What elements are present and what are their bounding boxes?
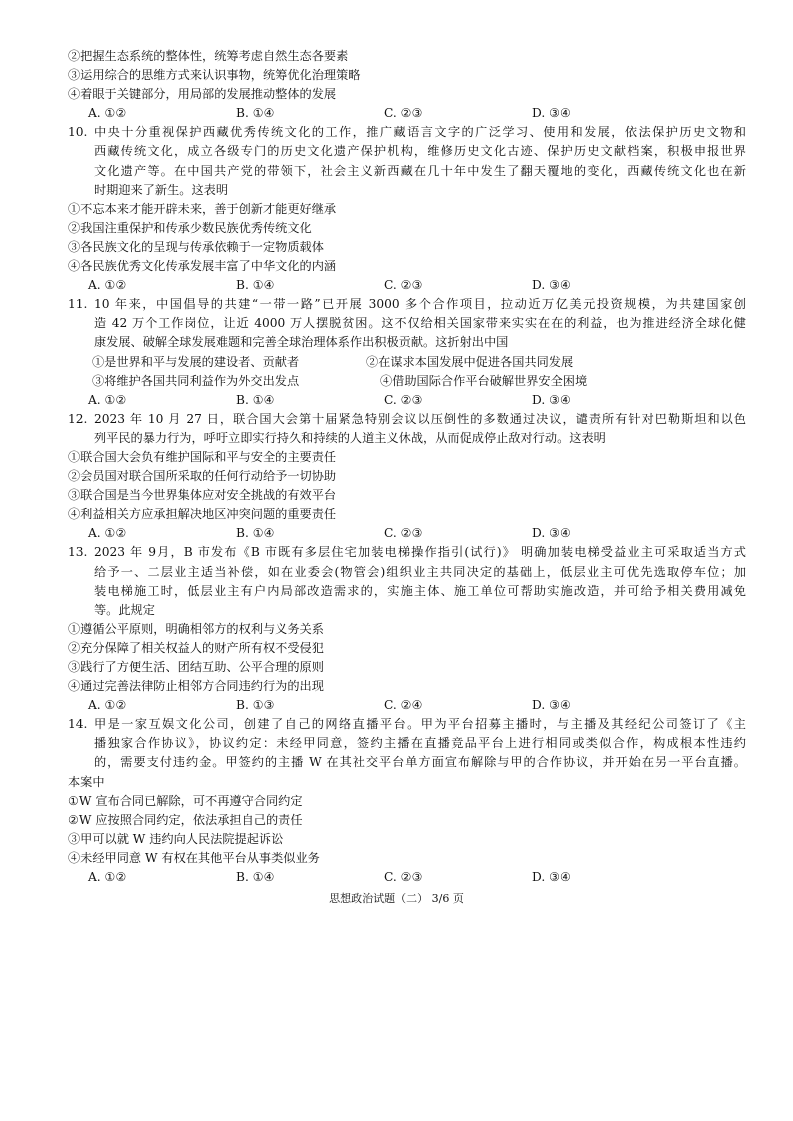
question-14 bbox=[68, 715, 746, 772]
question-stem-line: 装电梯施工时，低层业主有户内局部改造需求的，实施主体、施工单位可帮助实施改造，并可给予相关费用减免 bbox=[94, 583, 746, 598]
option-row bbox=[68, 372, 746, 391]
question-stem-line: 10 年来，中国倡导的共建“一带一路”已开展 3000 多个合作项目，拉动近万亿美元投资规模，为共建国家创 bbox=[94, 297, 746, 312]
option-line: ④未经甲同意 W 有权在其他平台从事类似业务 bbox=[68, 850, 320, 865]
question-stem-line: 甲是一家互娱文化公司，创建了自己的网络直播平台。甲为平台招募主播时，与主播及其经纪公司签订了《主 bbox=[94, 717, 746, 732]
option-line: ②我国注重保护和传承少数民族优秀传统文化 bbox=[68, 220, 312, 235]
answer-choices bbox=[68, 524, 746, 543]
question-11 bbox=[68, 295, 746, 352]
answer-a: A. ①② bbox=[88, 106, 127, 121]
question-number: 11. bbox=[68, 297, 88, 312]
question-stem-line: 文化遗产等。在中国共产党的带领下，社会主义新西藏在几十年中发生了翻天覆地的变化，西藏传统文化也在新 bbox=[94, 163, 746, 178]
question-number: 14. bbox=[68, 717, 88, 732]
answer-b: B. ①④ bbox=[236, 278, 275, 293]
option-row bbox=[68, 353, 746, 372]
option-line: ③联合国是当今世界集体应对安全挑战的有效平台 bbox=[68, 488, 337, 503]
option-4: ④借助国际合作平台破解世界安全困境 bbox=[380, 373, 588, 388]
answer-c: C. ②③ bbox=[384, 278, 423, 293]
answer-d: D. ③④ bbox=[532, 106, 571, 121]
answer-b: B. ①④ bbox=[236, 106, 275, 121]
option-line: ③运用综合的思维方式来认识事物，统筹优化治理策略 bbox=[68, 68, 361, 83]
question-9-tail bbox=[68, 47, 746, 123]
question-number: 12. bbox=[68, 411, 88, 426]
option-line: ④利益相关方应承担解决地区冲突问题的重要责任 bbox=[68, 507, 337, 522]
option-line: ③甲可以就 W 违约向人民法院提起诉讼 bbox=[68, 831, 284, 846]
answer-d: D. ③④ bbox=[532, 278, 571, 293]
question-stem-line: 2023 年 10 月 27 日，联合国大会第十届紧急特别会议以压倒性的多数通过决议，谴责所有针对巴勒斯坦和以色 bbox=[94, 411, 746, 426]
option-1: ①是世界和平与发展的建设者、贡献者 bbox=[92, 354, 300, 369]
answer-d: D. ③④ bbox=[532, 698, 571, 713]
question-stem-line: 本案中 bbox=[68, 774, 105, 789]
answer-choices bbox=[68, 868, 746, 887]
option-line: ③践行了方便生活、团结互助、公平合理的原则 bbox=[68, 660, 324, 674]
question-number: 13. bbox=[68, 545, 88, 560]
question-list bbox=[68, 47, 746, 887]
question-13 bbox=[68, 543, 746, 619]
option-line: ②充分保障了相关权益人的财产所有权不受侵犯 bbox=[68, 640, 324, 655]
option-line: ④各民族优秀文化传承发展丰富了中华文化的内涵 bbox=[68, 259, 337, 274]
answer-b: B. ①④ bbox=[236, 870, 275, 885]
answer-choices bbox=[68, 391, 746, 410]
answer-b: B. ①④ bbox=[236, 392, 275, 407]
question-stem-line: 中央十分重视保护西藏优秀传统文化的工作，推广藏语言文字的广泛学习、使用和发展，依法保护历史文物和 bbox=[94, 125, 746, 140]
option-line: ①W 宣布合同已解除，可不再遵守合同约定 bbox=[68, 793, 303, 808]
option-line: ②会员国对联合国所采取的任何行动给予一切协助 bbox=[68, 469, 337, 484]
answer-d: D. ③④ bbox=[532, 392, 571, 407]
answer-a: A. ①② bbox=[88, 278, 127, 293]
answer-d: D. ③④ bbox=[532, 526, 571, 541]
option-line: ①不忘本来才能开辟未来，善于创新才能更好继承 bbox=[68, 201, 337, 216]
answer-choices bbox=[68, 696, 746, 715]
answer-a: A. ①② bbox=[88, 698, 127, 713]
question-stem-line: 等。此规定 bbox=[94, 602, 155, 617]
answer-a: A. ①② bbox=[88, 526, 127, 541]
option-line: ①联合国大会负有维护国际和平与安全的主要责任 bbox=[68, 449, 337, 464]
answer-c: C. ②③ bbox=[384, 870, 423, 885]
question-stem-line: 2023 年 9月，B 市发布《B 市既有多层住宅加装电梯操作指引(试行)》 明确加装电梯受益业主可采取适当方式 bbox=[94, 545, 746, 560]
answer-choices bbox=[68, 104, 746, 123]
option-line: ③各民族文化的呈现与传承依赖于一定物质载体 bbox=[68, 239, 324, 254]
answer-c: C. ②③ bbox=[384, 392, 423, 407]
option-3: ③将维护各国共同利益作为外交出发点 bbox=[92, 373, 300, 388]
option-line: ②W 应按照合同约定，依法承担自己的责任 bbox=[68, 812, 303, 827]
answer-b: B. ①④ bbox=[236, 526, 275, 541]
question-stem-line: 给予一、二层业主适当补偿，如在业委会(物管会)组织业主共同决定的基础上，低层业主可优先选取停车位；加 bbox=[94, 564, 746, 579]
option-line: ①遵循公平原则，明确相邻方的权利与义务关系 bbox=[68, 621, 324, 636]
answer-c: C. ②④ bbox=[384, 698, 423, 713]
answer-a: A. ①② bbox=[88, 870, 127, 885]
question-stem-line: 播独家合作协议》，协议约定：未经甲同意，签约主播在直播竞品平台上进行相同或类似合作，构成根本性违约 bbox=[94, 736, 746, 751]
question-stem-line: 时期迎来了新生。这表明 bbox=[94, 182, 229, 197]
question-10 bbox=[68, 123, 746, 199]
question-stem-line: 列平民的暴力行为，呼吁立即实行持久和持续的人道主义休战，从而促成停止敌对行动。这表明 bbox=[94, 430, 606, 445]
question-12 bbox=[68, 410, 746, 448]
answer-b: B. ①③ bbox=[236, 698, 275, 713]
option-line: ④通过完善法律防止相邻方合同违约行为的出现 bbox=[68, 679, 324, 694]
answer-c: C. ②③ bbox=[384, 526, 423, 541]
option-line: ④着眼于关键部分，用局部的发展推动整体的发展 bbox=[68, 87, 337, 102]
answer-d: D. ③④ bbox=[532, 870, 571, 885]
question-stem-line: 造 42 万个工作岗位，让近 4000 万人摆脱贫困。这不仅给相关国家带来实实在在的利益，也为推进经济全球化健 bbox=[94, 316, 746, 331]
question-stem-line: 西藏传统文化，成立各级专门的历史文化遗产保护机构，维修历史文化古迹、保护历史文献档案，积极申报世界 bbox=[94, 144, 746, 159]
question-number: 10. bbox=[68, 125, 88, 140]
question-stem-line: 的，需要支付违约金。甲签约的主播 W 在其社交平台单方面宣布解除与甲的合作协议，并开始在另一平台直播。 bbox=[94, 755, 746, 770]
option-2: ②在谋求本国发展中促进各国共同发展 bbox=[366, 354, 574, 369]
answer-c: C. ②③ bbox=[384, 106, 423, 121]
answer-choices bbox=[68, 276, 746, 295]
page-footer: 思想政治试题（二） 3/6 页 bbox=[329, 892, 464, 905]
option-line: ②把握生态系统的整体性，统筹考虑自然生态各要素 bbox=[68, 49, 349, 63]
question-stem-line: 康发展、破解全球发展难题和完善全球治理体系作出积极贡献。这折射出中国 bbox=[94, 335, 509, 350]
answer-a: A. ①② bbox=[88, 392, 127, 407]
